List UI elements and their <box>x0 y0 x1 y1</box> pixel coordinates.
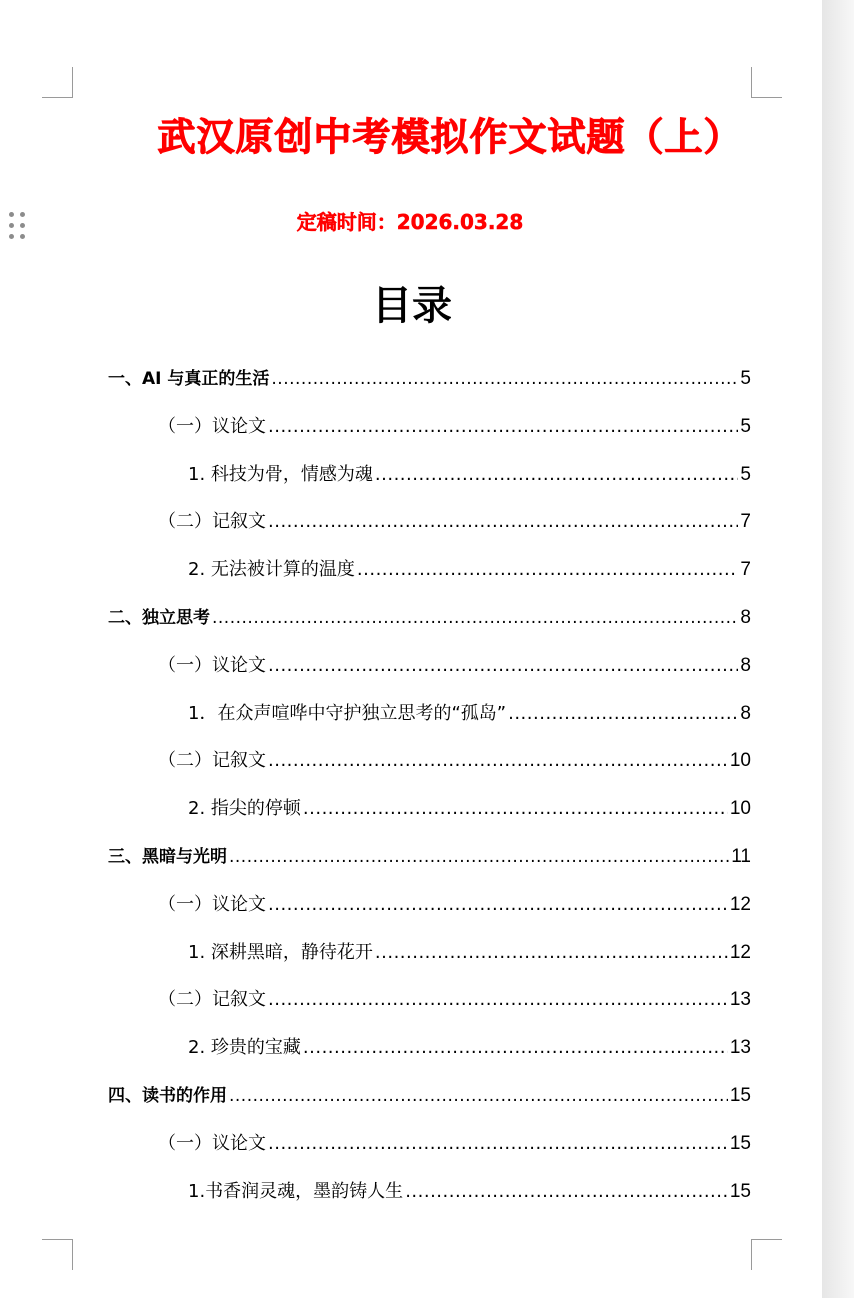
toc-entry-level-2[interactable] <box>158 890 751 920</box>
toc-page-number: 13 <box>729 1037 751 1058</box>
toc-page-number: 8 <box>740 655 751 676</box>
toc-entry-title: 2. 珍贵的宝藏 <box>188 1037 301 1058</box>
toc-dot-leader <box>268 1129 728 1159</box>
toc-entry-title: 一、AI 与真正的生活 <box>108 369 270 389</box>
toc-page-number: 7 <box>740 511 751 532</box>
toc-entry-title: 2. 无法被计算的温度 <box>188 559 355 580</box>
toc-dot-leader <box>405 1177 728 1207</box>
toc-page-number: 11 <box>731 846 751 867</box>
margin-corner-bottom-right <box>751 1239 782 1270</box>
toc-entry-level-3[interactable] <box>188 699 751 729</box>
toc-entry-level-2[interactable] <box>158 507 751 537</box>
toc-dot-leader <box>229 842 729 872</box>
toc-entry-level-2[interactable] <box>158 985 751 1015</box>
toc-page-number: 15 <box>729 1133 751 1154</box>
toc-dot-leader <box>268 890 728 920</box>
toc-entry-level-2[interactable] <box>158 412 751 442</box>
toc-dot-leader <box>375 460 739 490</box>
toc-entry-level-3[interactable] <box>188 794 751 824</box>
toc-entry-title: 1. 深耕黑暗，静待花开 <box>188 942 373 963</box>
toc-entry-title: （一）议论文 <box>158 655 266 676</box>
toc-entry-title: 1.书香润灵魂，墨韵铸人生 <box>188 1181 404 1202</box>
toc-page-number: 13 <box>729 989 751 1010</box>
toc-entry-title: 2. 指尖的停顿 <box>188 798 301 819</box>
toc-entry-level-1[interactable] <box>108 364 751 394</box>
toc-entry-level-2[interactable] <box>158 651 751 681</box>
toc-page-number: 12 <box>729 942 751 963</box>
toc-entry-level-2[interactable] <box>158 746 751 776</box>
toc-entry-title: 三、黑暗与光明 <box>108 847 227 867</box>
toc-page-number: 8 <box>740 703 751 724</box>
toc-page-number: 5 <box>740 416 751 437</box>
toc-entry-title: 二、独立思考 <box>108 608 210 628</box>
margin-corner-bottom-left <box>42 1239 73 1270</box>
toc-entry-level-2[interactable] <box>158 1129 751 1159</box>
toc-entry-level-3[interactable] <box>188 460 751 490</box>
toc-page-number: 7 <box>740 559 751 580</box>
toc-page-number: 8 <box>740 607 751 628</box>
toc-dot-leader <box>212 603 738 633</box>
toc-entry-title: 1. 科技为骨，情感为魂 <box>188 464 373 485</box>
toc-dot-leader <box>303 1033 728 1063</box>
toc-entry-level-1[interactable] <box>108 1081 751 1111</box>
toc-dot-leader <box>268 746 728 776</box>
toc-entry-level-1[interactable] <box>108 603 751 633</box>
toc-dot-leader <box>268 651 738 681</box>
toc-dot-leader <box>229 1081 728 1111</box>
toc-page-number: 12 <box>729 894 751 915</box>
toc-dot-leader <box>268 412 738 442</box>
toc-page-number: 10 <box>729 798 751 819</box>
toc-page-number: 10 <box>729 750 751 771</box>
toc-entry-title: （二）记叙文 <box>158 511 266 532</box>
toc-entry-level-3[interactable] <box>188 555 751 585</box>
toc-page-number: 5 <box>740 368 751 389</box>
toc-dot-leader <box>375 938 728 968</box>
toc-entry-title: （一）议论文 <box>158 1133 266 1154</box>
toc-dot-leader <box>508 699 738 729</box>
toc-dot-leader <box>271 364 738 394</box>
finalized-date: 定稿时间：2026.03.28 <box>296 210 524 234</box>
toc-page-number: 15 <box>729 1085 751 1106</box>
document-title: 武汉原创中考模拟作文试题（上） <box>157 115 743 159</box>
drag-handle-icon[interactable] <box>9 212 27 240</box>
toc-entry-title: （一）议论文 <box>158 416 266 437</box>
toc-entry-level-3[interactable] <box>188 1033 751 1063</box>
toc-page-number: 5 <box>740 464 751 485</box>
page-edge-shadow <box>822 0 854 1298</box>
toc-entry-title: （二）记叙文 <box>158 989 266 1010</box>
toc-heading: 目录 <box>372 283 452 329</box>
toc-entry-level-3[interactable] <box>188 1177 751 1207</box>
toc-entry-title: （一）议论文 <box>158 894 266 915</box>
toc-dot-leader <box>303 794 728 824</box>
toc-entry-title: 四、读书的作用 <box>108 1086 227 1106</box>
margin-corner-top-left <box>42 67 73 98</box>
toc-entry-title: 1．在众声喧哗中守护独立思考的“孤岛” <box>188 703 507 724</box>
margin-corner-top-right <box>751 67 782 98</box>
toc-entry-level-3[interactable] <box>188 938 751 968</box>
toc-entry-level-1[interactable] <box>108 842 751 872</box>
toc-dot-leader <box>357 555 739 585</box>
toc-page-number: 15 <box>729 1181 751 1202</box>
toc-dot-leader <box>268 507 738 537</box>
toc-entry-title: （二）记叙文 <box>158 750 266 771</box>
toc-dot-leader <box>268 985 728 1015</box>
